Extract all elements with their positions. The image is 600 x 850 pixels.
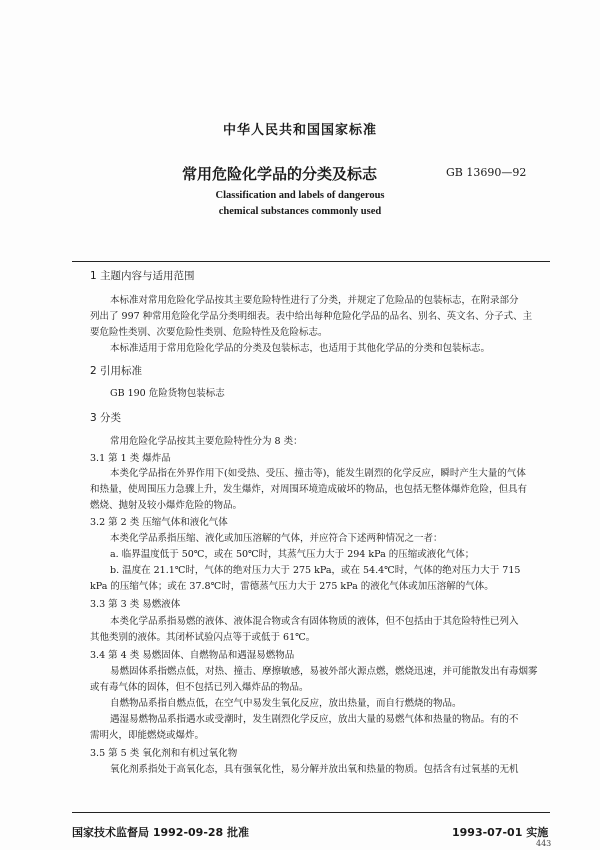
section-3-intro: 常用危险化学品按其主要危险特性分为 8 类： [110,436,303,447]
subsection-text-line: 燃烧、抛射及较小爆炸危险的物品。 [90,500,243,511]
section-1-paragraph-line: 列出了 997 种常用危险化学品分类明细表。表中给出每种危险化学品的品名、别名、英文名、分子式、主 [90,311,533,322]
subsection-text-line: 和热量，使周围压力急骤上升，发生爆炸，对周围环境造成破坏的物品，也包括无整体爆炸危险，但具有 [90,484,528,495]
standard-code: GB 13690—92 [446,166,527,179]
subsection-text-line: 易燃固体系指燃点低，对热、撞击、摩擦敏感，易被外部火源点燃，燃烧迅速，并可能散发出有毒烟雾 [110,666,538,677]
footer-divider [72,812,550,813]
subsection-text-line: 本类化学品系指易燃的液体、液体混合物或含有固体物质的液体，但不包括由于其危险特性已列入 [110,616,519,627]
reference-standard: GB 190 危险货物包装标志 [110,388,225,399]
subsection-text-line: 或有毒气体的固体，但不包括已列入爆炸品的物品。 [90,682,309,693]
header-divider [72,261,550,262]
english-title-line-2: chemical substances commonly used [218,206,382,217]
section-1-paragraph-line: 要危险性类别、次要危险性类别、危险特性及危险标志。 [90,327,328,338]
subsection-3-3-heading: 3.3 第 3 类 易燃液体 [90,599,181,610]
section-1-paragraph-line: 本标准对常用危险化学品按其主要危险特性进行了分类，并规定了危险品的包装标志，在附录部分 [110,295,519,306]
section-1-heading: 1 主题内容与适用范围 [90,270,195,282]
subsection-3-4-heading: 3.4 第 4 类 易燃固体、自燃物品和遇湿易燃物品 [90,650,295,661]
english-title-line-1: Classification and labels of dangerous [215,190,385,201]
section-2-heading: 2 引用标准 [90,365,143,377]
subsection-text-line: 本类化学品指在外界作用下(如受热、受压、撞击等)，能发生剧烈的化学反应，瞬时产生大量的气体 [110,468,526,479]
effective-date: 1993-07-01 实施 [452,826,549,839]
page-number: 443 [536,839,552,848]
approval-date: 国家技术监督局 1992-09-28 批准 [72,826,250,839]
subsection-3-1-heading: 3.1 第 1 类 爆炸品 [90,453,171,464]
section-1-paragraph-line: 本标准适用于常用危险化学品的分类及包装标志，也适用于其他化学品的分类和包装标志。 [110,343,491,354]
subsection-text-line: kPa 的压缩气体；或在 37.8℃时，雷德蒸气压力大于 275 kPa 的液化气体或加压溶解的气体。 [90,581,494,592]
subsection-item-a: a. 临界温度低于 50℃，或在 50℃时，其蒸气压力大于 294 kPa 的压缩或液化气体； [110,549,475,560]
subsection-text-line: 需明火，即能燃烧或爆炸。 [90,730,205,741]
standard-type-heading: 中华人民共和国国家标准 [222,123,377,138]
subsection-text-line: 氧化剂系指处于高氧化态，具有强氧化性，易分解并放出氧和热量的物质。包括含有过氧基的无机 [110,764,519,775]
subsection-text-line: 其他类别的液体。其闭杯试验闪点等于或低于 61℃。 [90,632,316,643]
subsection-3-2-heading: 3.2 第 2 类 压缩气体和液化气体 [90,517,228,528]
subsection-item-b: b. 温度在 21.1℃时，气体的绝对压力大于 275 kPa，或在 54.4℃时，气体的绝对压力大于 715 [110,565,521,576]
subsection-text-line: 本类化学品系指压缩、液化或加压溶解的气体，并应符合下述两种情况之一者： [110,533,443,544]
subsection-text-line: 遇湿易燃物品系指遇水或受潮时，发生剧烈化学反应，放出大量的易燃气体和热量的物品。有的不 [110,714,519,725]
subsection-text-line: 自燃物品系指自燃点低，在空气中易发生氧化反应，放出热量，而自行燃烧的物品。 [110,698,462,709]
document-title: 常用危险化学品的分类及标志 [182,165,378,183]
section-3-heading: 3 分类 [90,412,122,424]
subsection-3-5-heading: 3.5 第 5 类 氧化剂和有机过氧化物 [90,748,238,759]
